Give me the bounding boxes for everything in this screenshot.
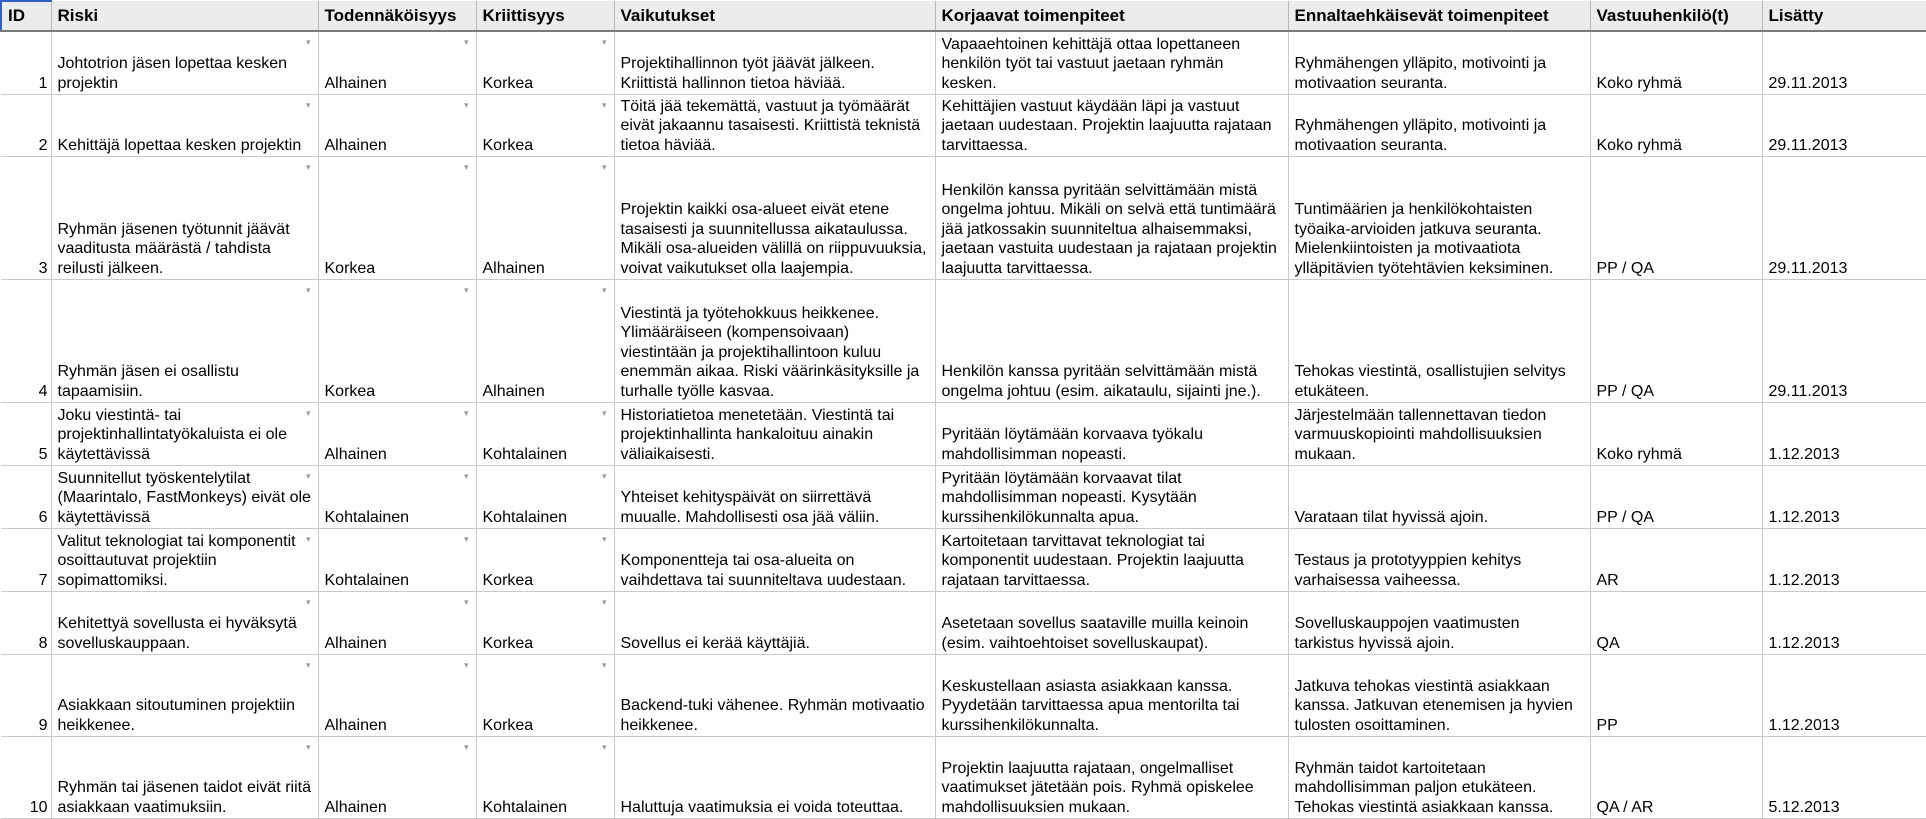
cell-todennakoisyys[interactable]: Korkea ▾ bbox=[318, 157, 476, 280]
cell-korjaavat[interactable]: Projektin laajuutta rajataan, ongelmalliset vaatimukset jätetään pois. Ryhmä opiskelee mahdollisuuksien mukaan. bbox=[935, 737, 1288, 819]
cell-id[interactable]: 7 bbox=[1, 529, 51, 592]
cell-vaikutukset[interactable]: Haluttuja vaatimuksia ei voida toteuttaa. bbox=[614, 737, 935, 819]
cell-korjaavat[interactable]: Kehittäjien vastuut käydään läpi ja vastuut jaetaan uudestaan. Projektin laajuutta rajataan tarvittaessa. bbox=[935, 95, 1288, 157]
cell-vaikutukset[interactable]: Projektin kaikki osa-alueet eivät etene tasaisesti ja suunnitellussa aikataulussa. Mikäli osa-alueiden välillä on riippuvuuksia, voivat vaikutukset olla laajempia. bbox=[614, 157, 935, 280]
cell-vastuuhenkilot[interactable]: QA bbox=[1590, 592, 1762, 655]
cell-korjaavat[interactable]: Henkilön kanssa pyritään selvittämään mistä ongelma johtuu. Mikäli on selvä että tuntimäärä jää jatkossakin suunniteltua alhaisemmaksi, jaetaan vastuita uudestaan ja rajataan projektin laajuutta tarvittaessa. bbox=[935, 157, 1288, 280]
cell-riski[interactable]: Ryhmän jäsen ei osallistu tapaamisiin. ▾ bbox=[51, 280, 318, 403]
col-header-riski[interactable]: Riski bbox=[51, 1, 318, 31]
table-row bbox=[1, 403, 1926, 466]
cell-id[interactable]: 5 bbox=[1, 403, 51, 466]
cell-vastuuhenkilot[interactable]: PP bbox=[1590, 655, 1762, 737]
table-row bbox=[1, 655, 1926, 737]
cell-id[interactable]: 3 bbox=[1, 157, 51, 280]
cell-id[interactable]: 10 bbox=[1, 737, 51, 819]
col-header-vastuuhenkilot[interactable]: Vastuuhenkilö(t) bbox=[1590, 1, 1762, 31]
cell-vastuuhenkilot[interactable]: Koko ryhmä bbox=[1590, 95, 1762, 157]
cell-kriittisyys[interactable]: Korkea ▾ bbox=[476, 529, 614, 592]
table-row bbox=[1, 466, 1926, 529]
cell-vaikutukset[interactable]: Historiatietoa menetetään. Viestintä tai projektinhallinta hankaloituu ainakin väliaikaisesti. bbox=[614, 403, 935, 466]
cell-korjaavat[interactable]: Kartoitetaan tarvittavat teknologiat tai komponentit uudestaan. Projektin laajuutta rajataan tarvittaessa. bbox=[935, 529, 1288, 592]
cell-ennaltaehkaisevat[interactable]: Ryhmän taidot kartoitetaan mahdollisimman paljon etukäteen. Tehokas viestintä asiakkaan kanssa. bbox=[1288, 737, 1590, 819]
cell-kriittisyys[interactable]: Kohtalainen ▾ bbox=[476, 737, 614, 819]
cell-todennakoisyys[interactable]: Alhainen ▾ bbox=[318, 403, 476, 466]
cell-ennaltaehkaisevat[interactable]: Tuntimäärien ja henkilökohtaisten työaika-arvioiden jatkuva seuranta. Mielenkiintoisten ja motivaatiota ylläpitävien työtehtävien keksiminen. bbox=[1288, 157, 1590, 280]
cell-riski[interactable]: Valitut teknologiat tai komponentit osoittautuvat projektiin sopimattomiksi. ▾ bbox=[51, 529, 318, 592]
cell-lisatty[interactable]: 1.12.2013 bbox=[1762, 655, 1926, 737]
header-row bbox=[1, 1, 1926, 31]
cell-todennakoisyys[interactable]: Alhainen ▾ bbox=[318, 737, 476, 819]
cell-todennakoisyys[interactable]: Kohtalainen ▾ bbox=[318, 466, 476, 529]
col-header-ennaltaehkaisevat[interactable]: Ennaltaehkäisevät toimenpiteet bbox=[1288, 1, 1590, 31]
col-header-lisatty[interactable]: Lisätty bbox=[1762, 1, 1926, 31]
cell-vastuuhenkilot[interactable]: AR bbox=[1590, 529, 1762, 592]
cell-id[interactable]: 4 bbox=[1, 280, 51, 403]
cell-riski[interactable]: Suunnitellut työskentelytilat (Maarintalo, FastMonkeys) eivät ole käytettävissä ▾ bbox=[51, 466, 318, 529]
cell-riski[interactable]: Joku viestintä- tai projektinhallintatyökaluista ei ole käytettävissä ▾ bbox=[51, 403, 318, 466]
cell-riski[interactable]: Kehittäjä lopettaa kesken projektin ▾ bbox=[51, 95, 318, 157]
cell-id[interactable]: 1 bbox=[1, 31, 51, 95]
cell-ennaltaehkaisevat[interactable]: Sovelluskauppojen vaatimusten tarkistus hyvissä ajoin. bbox=[1288, 592, 1590, 655]
cell-todennakoisyys[interactable]: Korkea ▾ bbox=[318, 280, 476, 403]
cell-korjaavat[interactable]: Asetetaan sovellus saataville muilla keinoin (esim. vaihtoehtoiset sovelluskaupat). bbox=[935, 592, 1288, 655]
cell-lisatty[interactable]: 1.12.2013 bbox=[1762, 529, 1926, 592]
cell-todennakoisyys[interactable]: Alhainen ▾ bbox=[318, 31, 476, 95]
table-row bbox=[1, 31, 1926, 95]
cell-vaikutukset[interactable]: Projektihallinnon työt jäävät jälkeen. Kriittistä hallinnon tietoa häviää. bbox=[614, 31, 935, 95]
cell-lisatty[interactable]: 29.11.2013 bbox=[1762, 95, 1926, 157]
cell-vaikutukset[interactable]: Backend-tuki vähenee. Ryhmän motivaatio heikkenee. bbox=[614, 655, 935, 737]
cell-kriittisyys[interactable]: Kohtalainen ▾ bbox=[476, 403, 614, 466]
cell-lisatty[interactable]: 1.12.2013 bbox=[1762, 403, 1926, 466]
cell-kriittisyys[interactable]: Korkea ▾ bbox=[476, 592, 614, 655]
cell-todennakoisyys[interactable]: Kohtalainen ▾ bbox=[318, 529, 476, 592]
cell-ennaltaehkaisevat[interactable]: Jatkuva tehokas viestintä asiakkaan kanssa. Jatkuvan etenemisen ja hyvien tulosten osoittaminen. bbox=[1288, 655, 1590, 737]
cell-vastuuhenkilot[interactable]: PP / QA bbox=[1590, 466, 1762, 529]
cell-riski[interactable]: Ryhmän tai jäsenen taidot eivät riitä asiakkaan vaatimuksiin. ▾ bbox=[51, 737, 318, 819]
table-row bbox=[1, 592, 1926, 655]
cell-korjaavat[interactable]: Pyritään löytämään korvaava työkalu mahdollisimman nopeasti. bbox=[935, 403, 1288, 466]
cell-lisatty[interactable]: 1.12.2013 bbox=[1762, 466, 1926, 529]
col-header-kriittisyys[interactable]: Kriittisyys bbox=[476, 1, 614, 31]
cell-riski[interactable]: Asiakkaan sitoutuminen projektiin heikkenee. ▾ bbox=[51, 655, 318, 737]
cell-vaikutukset[interactable]: Sovellus ei kerää käyttäjiä. bbox=[614, 592, 935, 655]
cell-vastuuhenkilot[interactable]: QA / AR bbox=[1590, 737, 1762, 819]
cell-ennaltaehkaisevat[interactable]: Järjestelmään tallennettavan tiedon varmuuskopiointi mahdollisuuksien mukaan. bbox=[1288, 403, 1590, 466]
cell-kriittisyys[interactable]: Korkea ▾ bbox=[476, 95, 614, 157]
cell-id[interactable]: 9 bbox=[1, 655, 51, 737]
col-header-vaikutukset[interactable]: Vaikutukset bbox=[614, 1, 935, 31]
cell-todennakoisyys[interactable]: Alhainen ▾ bbox=[318, 592, 476, 655]
cell-kriittisyys[interactable]: Korkea ▾ bbox=[476, 31, 614, 95]
cell-korjaavat[interactable]: Keskustellaan asiasta asiakkaan kanssa. Pyydetään tarvittaessa apua mentorilta tai kurssihenkilökunnalta. bbox=[935, 655, 1288, 737]
cell-id[interactable]: 6 bbox=[1, 466, 51, 529]
cell-ennaltaehkaisevat[interactable]: Ryhmähengen ylläpito, motivointi ja motivaation seuranta. bbox=[1288, 31, 1590, 95]
cell-lisatty[interactable]: 5.12.2013 bbox=[1762, 737, 1926, 819]
cell-lisatty[interactable]: 29.11.2013 bbox=[1762, 280, 1926, 403]
cell-id[interactable]: 2 bbox=[1, 95, 51, 157]
table-body bbox=[1, 31, 1926, 819]
cell-korjaavat[interactable]: Henkilön kanssa pyritään selvittämään mistä ongelma johtuu (esim. aikataulu, sijainti jne.). bbox=[935, 280, 1288, 403]
col-header-korjaavat[interactable]: Korjaavat toimenpiteet bbox=[935, 1, 1288, 31]
cell-kriittisyys[interactable]: Kohtalainen ▾ bbox=[476, 466, 614, 529]
table-row bbox=[1, 529, 1926, 592]
table-row bbox=[1, 280, 1926, 403]
cell-vastuuhenkilot[interactable]: Koko ryhmä bbox=[1590, 31, 1762, 95]
cell-lisatty[interactable]: 29.11.2013 bbox=[1762, 31, 1926, 95]
cell-kriittisyys[interactable]: Alhainen ▾ bbox=[476, 157, 614, 280]
cell-lisatty[interactable]: 1.12.2013 bbox=[1762, 592, 1926, 655]
cell-todennakoisyys[interactable]: Alhainen ▾ bbox=[318, 95, 476, 157]
cell-vaikutukset[interactable]: Töitä jää tekemättä, vastuut ja työmäärät eivät jakaannu tasaisesti. Kriittistä teknistä tietoa häviää. bbox=[614, 95, 935, 157]
cell-korjaavat[interactable]: Pyritään löytämään korvaavat tilat mahdollisimman nopeasti. Kysytään kurssihenkilökunnalta apua. bbox=[935, 466, 1288, 529]
col-header-id[interactable]: ID bbox=[1, 1, 51, 31]
cell-vaikutukset[interactable]: Yhteiset kehityspäivät on siirrettävä muualle. Mahdollisesti osa jää väliin. bbox=[614, 466, 935, 529]
cell-riski[interactable]: Johtotrion jäsen lopettaa kesken projektin ▾ bbox=[51, 31, 318, 95]
table-row bbox=[1, 157, 1926, 280]
cell-vaikutukset[interactable]: Komponentteja tai osa-alueita on vaihdettava tai suunniteltava uudestaan. bbox=[614, 529, 935, 592]
cell-kriittisyys[interactable]: Korkea ▾ bbox=[476, 655, 614, 737]
cell-vastuuhenkilot[interactable]: PP / QA bbox=[1590, 280, 1762, 403]
table-row bbox=[1, 95, 1926, 157]
cell-riski[interactable]: Kehitettyä sovellusta ei hyväksytä sovelluskauppaan. ▾ bbox=[51, 592, 318, 655]
cell-id[interactable]: 8 bbox=[1, 592, 51, 655]
cell-vastuuhenkilot[interactable]: Koko ryhmä bbox=[1590, 403, 1762, 466]
cell-korjaavat[interactable]: Vapaaehtoinen kehittäjä ottaa lopettaneen henkilön työt tai vastuut jaetaan ryhmän kesken. bbox=[935, 31, 1288, 95]
cell-lisatty[interactable]: 29.11.2013 bbox=[1762, 157, 1926, 280]
col-header-todennakoisyys[interactable]: Todennäköisyys bbox=[318, 1, 476, 31]
cell-vaikutukset[interactable]: Viestintä ja työtehokkuus heikkenee. Ylimääräiseen (kompensoivaan) viestintään ja projektihallintoon kuluu enemmän aikaa. Riski väärinkäsityksille ja turhalle työlle kasvaa. bbox=[614, 280, 935, 403]
cell-vastuuhenkilot[interactable]: PP / QA bbox=[1590, 157, 1762, 280]
cell-riski[interactable]: Ryhmän jäsenen työtunnit jäävät vaaditusta määrästä / tahdista reilusti jälkeen. ▾ bbox=[51, 157, 318, 280]
cell-ennaltaehkaisevat[interactable]: Ryhmähengen ylläpito, motivointi ja motivaation seuranta. bbox=[1288, 95, 1590, 157]
cell-ennaltaehkaisevat[interactable]: Varataan tilat hyvissä ajoin. bbox=[1288, 466, 1590, 529]
cell-ennaltaehkaisevat[interactable]: Testaus ja prototyyppien kehitys varhaisessa vaiheessa. bbox=[1288, 529, 1590, 592]
cell-kriittisyys[interactable]: Alhainen ▾ bbox=[476, 280, 614, 403]
table-row bbox=[1, 737, 1926, 819]
cell-todennakoisyys[interactable]: Alhainen ▾ bbox=[318, 655, 476, 737]
cell-ennaltaehkaisevat[interactable]: Tehokas viestintä, osallistujien selvitys etukäteen. bbox=[1288, 280, 1590, 403]
